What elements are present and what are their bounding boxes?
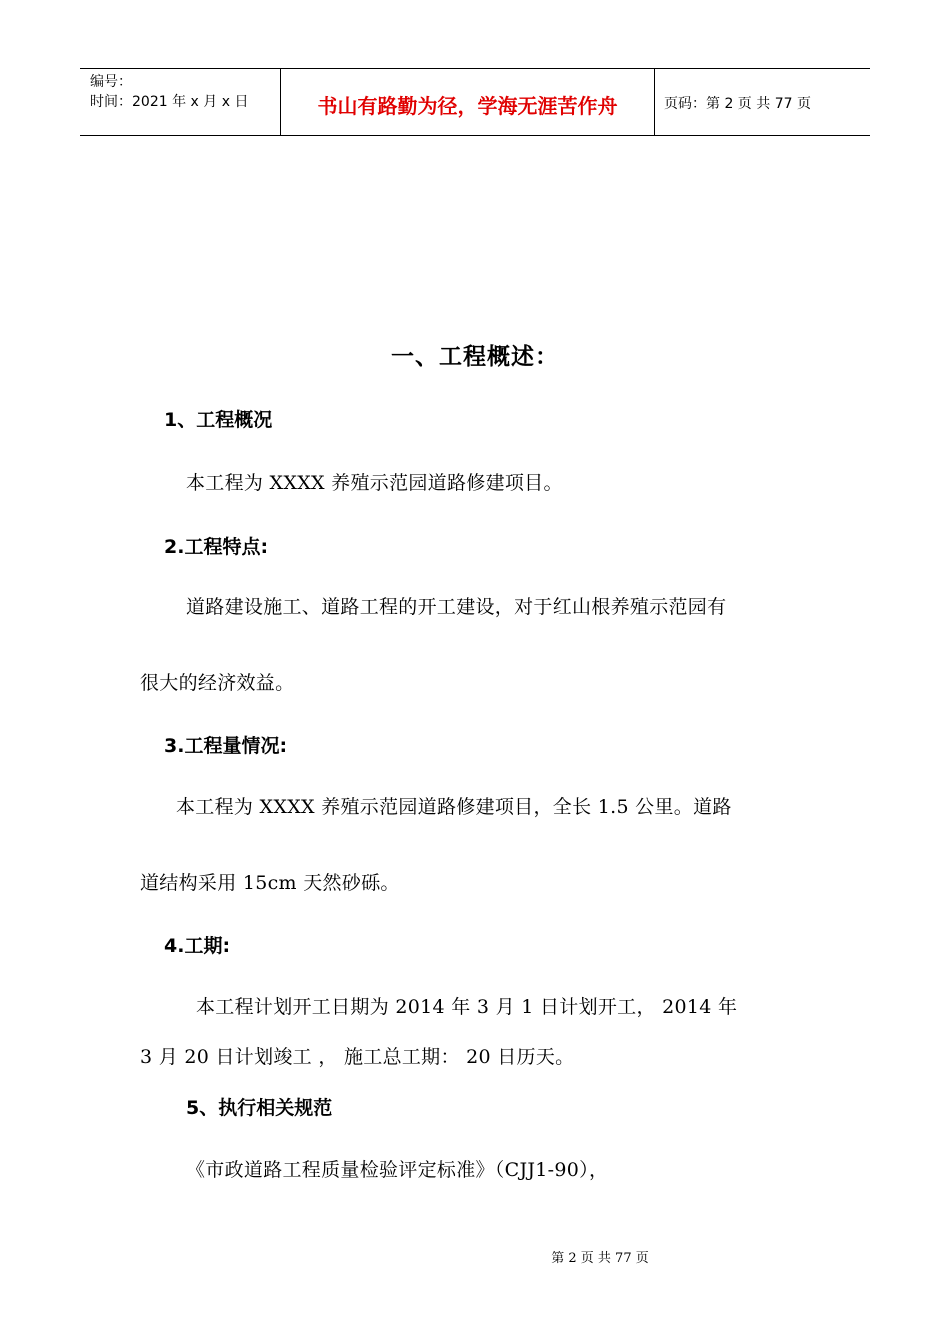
paragraph-standards-line1: 《市政道路工程质量检验评定标准》（CJJ1-90），: [186, 1159, 609, 1181]
paragraph-quantities-line2: 道结构采用 15cm 天然砂砾。: [140, 872, 400, 894]
header-page-info: 页码：第 2 页 共 77 页: [664, 95, 811, 112]
paragraph-project-features-line1: 道路建设施工、道路工程的开工建设，对于红山根养殖示范园有: [186, 596, 727, 618]
paragraph-schedule-line2: 3 月 20 日计划竣工 ， 施工总工期： 20 日历天。: [140, 1046, 575, 1068]
heading-quantities: 3.工程量情况:: [164, 735, 288, 757]
header-time-label: 时间：2021 年 x 月 x 日: [90, 94, 249, 110]
heading-standards: 5、执行相关规范: [186, 1097, 333, 1119]
heading-schedule: 4.工期:: [164, 935, 231, 957]
header-motto: 书山有路勤为径，学海无涯苦作舟: [281, 69, 655, 135]
paragraph-schedule-line1: 本工程计划开工日期为 2014 年 3 月 1 日计划开工， 2014 年: [196, 996, 738, 1018]
page-footer: 第 2 页 共 77 页: [551, 1251, 649, 1266]
paragraph-project-features-line2: 很大的经济效益。: [140, 672, 295, 694]
heading-project-overview: 1、工程概况: [164, 409, 273, 431]
paragraph-quantities-line1: 本工程为 XXXX 养殖示范园道路修建项目，全长 1.5 公里。道路: [176, 796, 732, 818]
header-number-label: 编号：: [90, 74, 132, 90]
header-meta: [80, 69, 281, 135]
section-title: 一、工程概述：: [391, 344, 559, 370]
paragraph-project-overview: 本工程为 XXXX 养殖示范园道路修建项目。: [186, 472, 563, 494]
page-header: [80, 68, 870, 136]
heading-project-features: 2.工程特点:: [164, 536, 269, 558]
